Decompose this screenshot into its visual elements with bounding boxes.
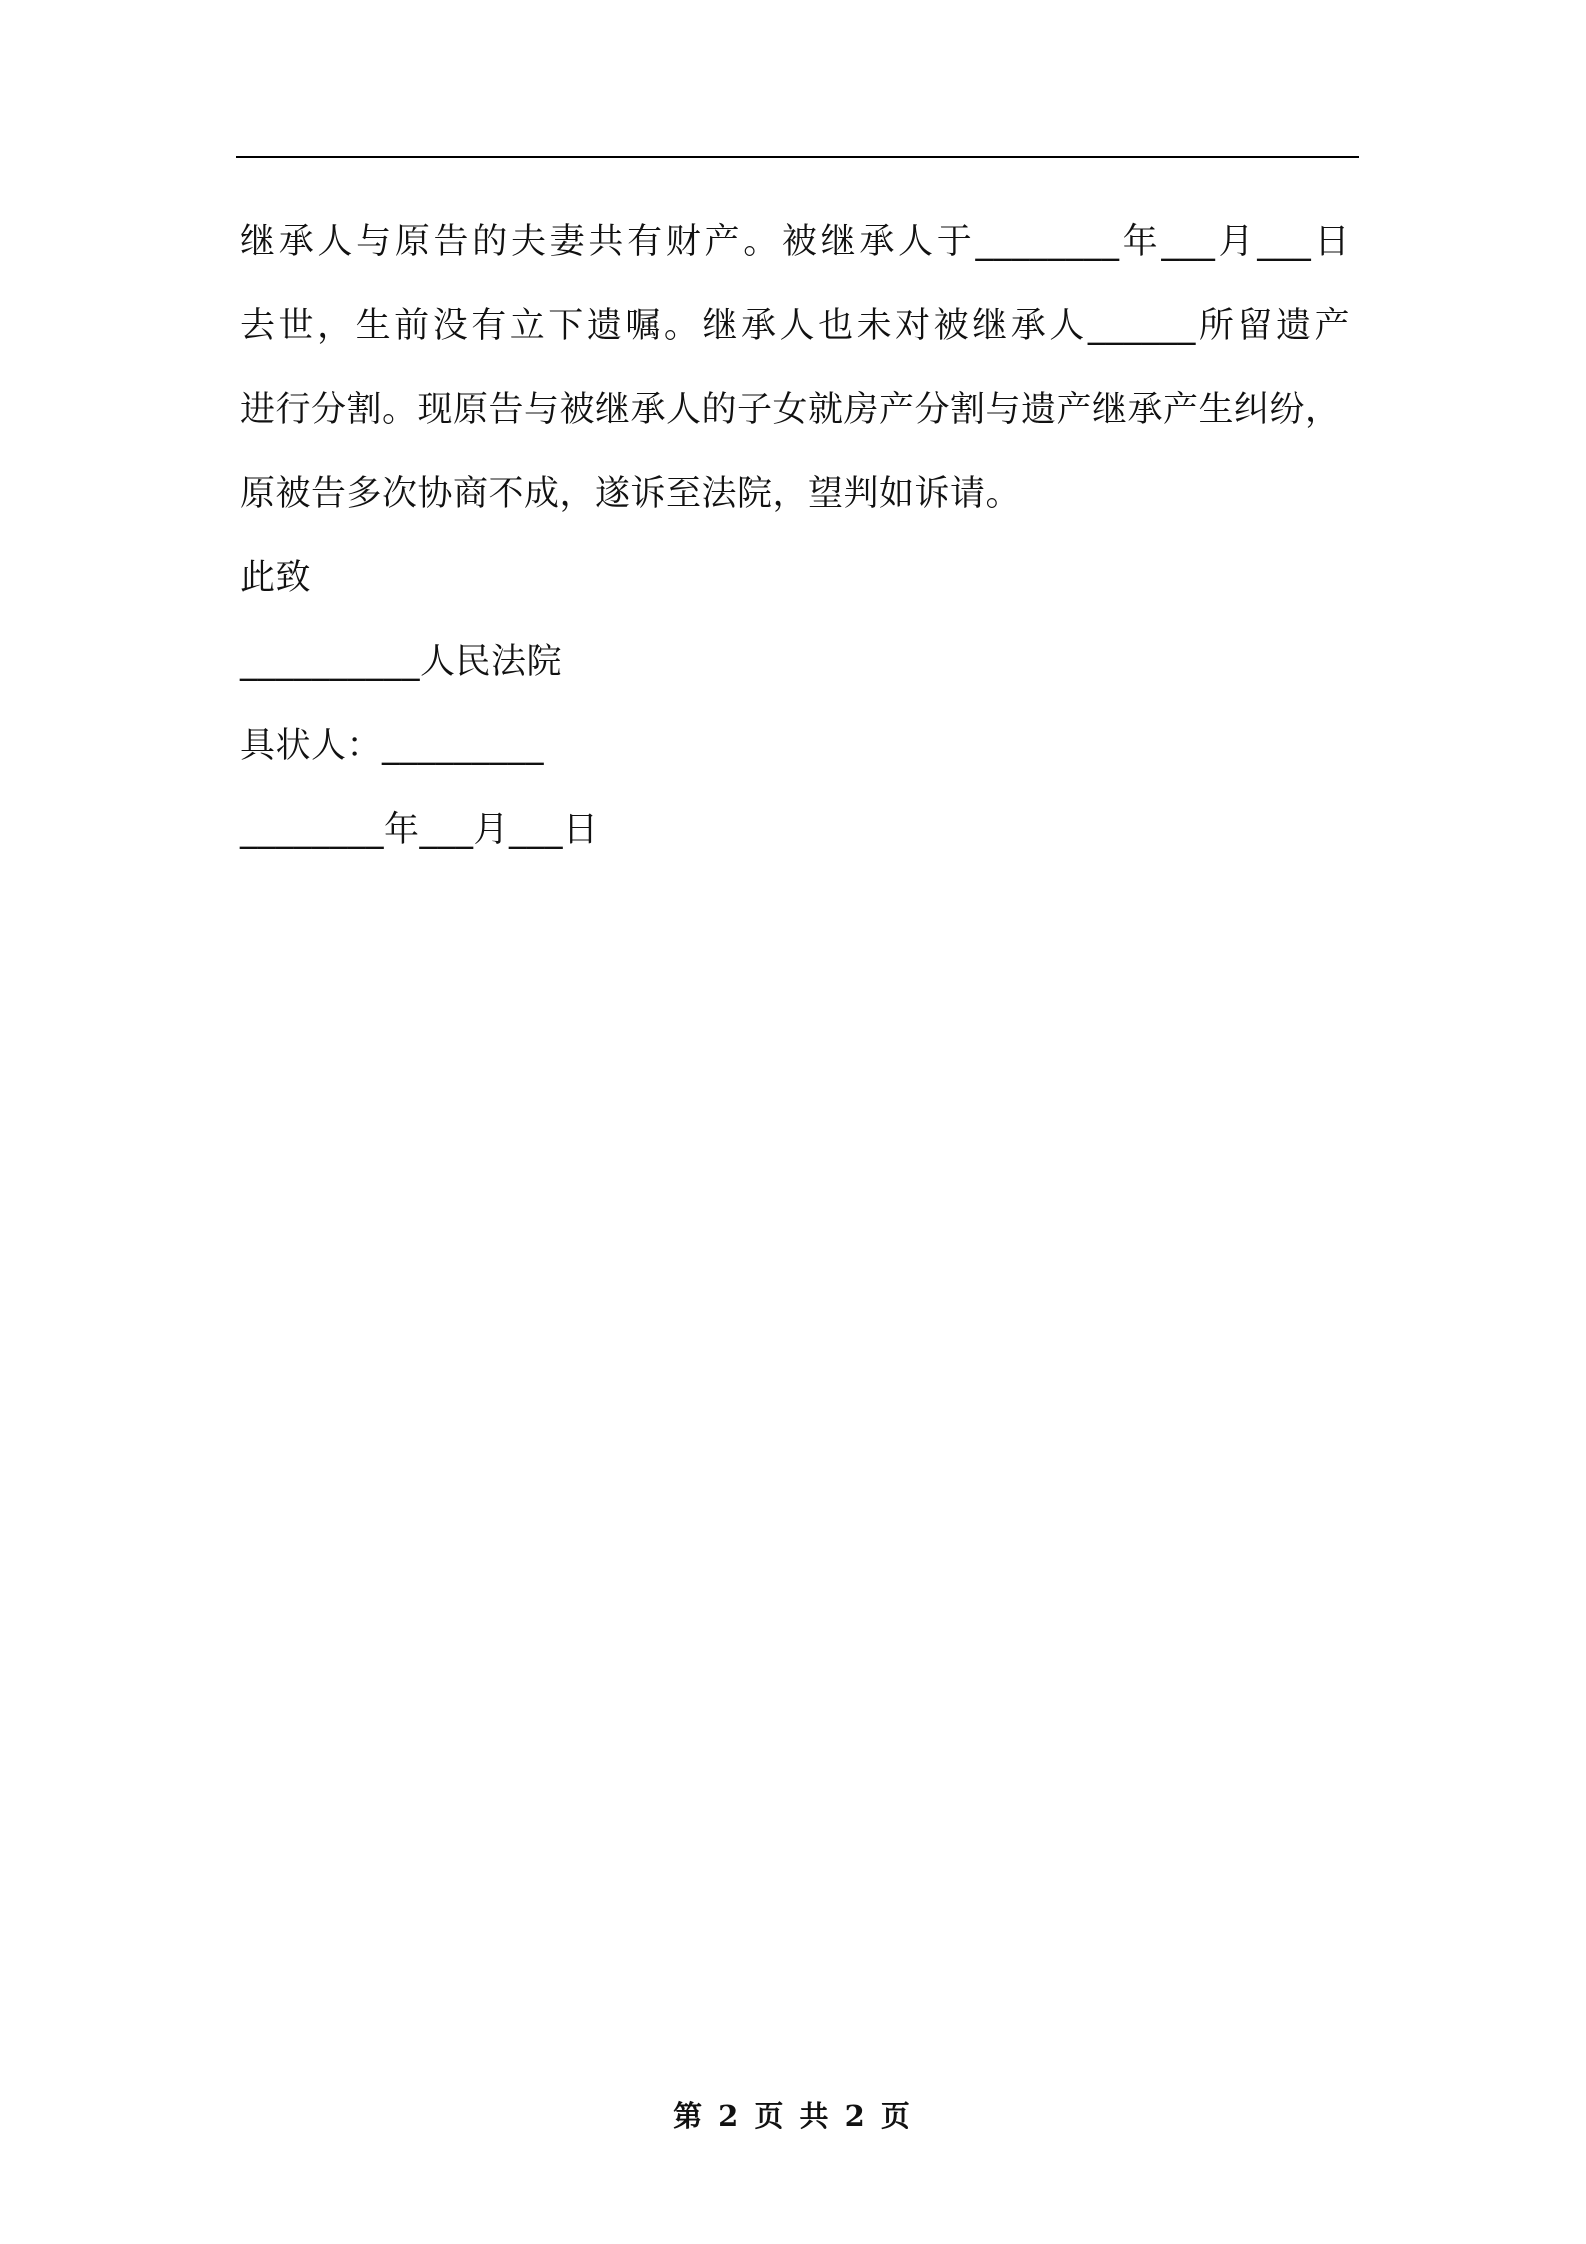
plaintiff-signature-line: 具状人：_________ — [240, 726, 545, 766]
date-line: ________年___月___日 — [240, 810, 599, 850]
paragraph-line-1: 继承人与原告的夫妻共有财产。被继承人于________年___月___日 — [240, 222, 1350, 262]
paragraph-line-2: 去世，生前没有立下遗嘱。继承人也未对被继承人______所留遗产 — [240, 306, 1350, 346]
court-name-line: __________人民法院 — [240, 642, 563, 682]
paragraph-line-3: 进行分割。现原告与被继承人的子女就房产分割与遗产继承产生纠纷， — [240, 390, 1341, 430]
document-body — [240, 200, 1390, 872]
paragraph-line-4: 原被告多次协商不成，遂诉至法院，望判如诉请。 — [240, 474, 1022, 514]
salutation: 此致 — [240, 558, 312, 598]
page-number: 第 2 页 共 2 页 — [673, 2099, 913, 2133]
header-rule — [236, 156, 1359, 158]
